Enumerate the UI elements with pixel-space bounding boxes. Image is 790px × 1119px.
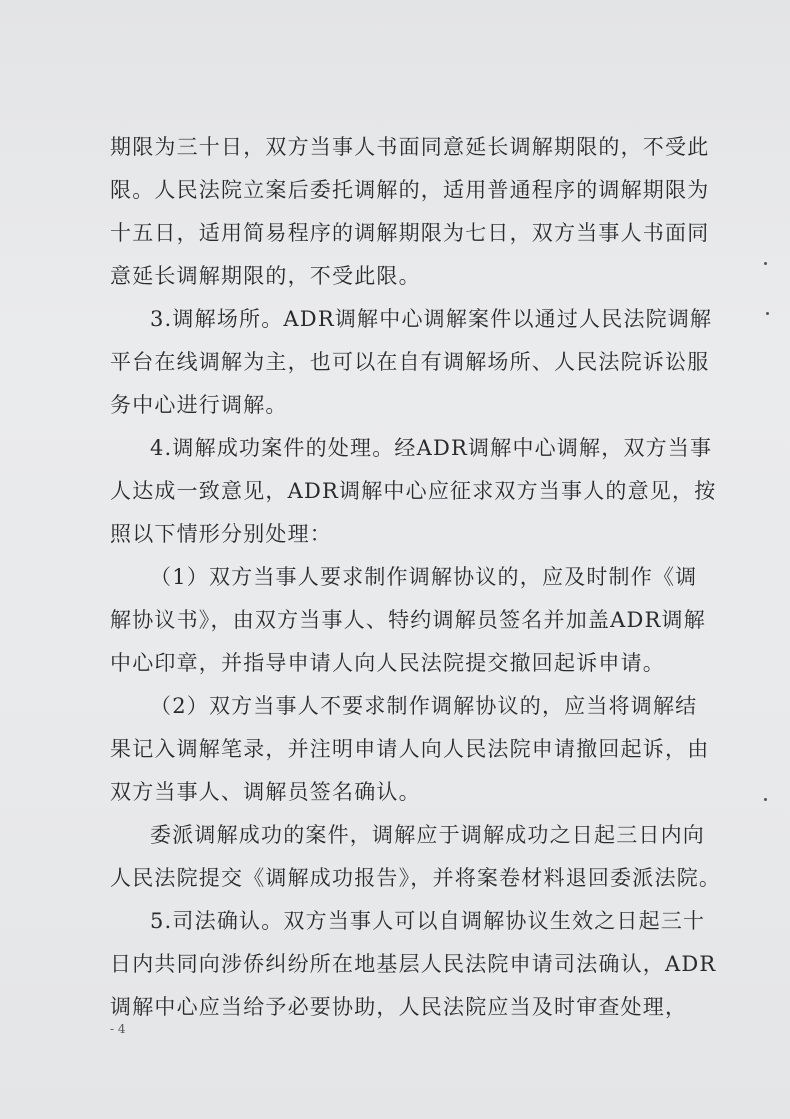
section-heading-judicial: 5.司法确认。双方当事人可以自调解协议生效之日起三十 <box>150 909 706 933</box>
text-line: 务中心进行调解。 <box>110 393 288 417</box>
text-line: 人民法院提交《调解成功报告》，并将案卷材料退回委派法院。 <box>110 866 722 890</box>
text-line: 限。人民法院立案后委托调解的，适用普通程序的调解期限为 <box>110 178 710 202</box>
text-line: 调解中心应当给予必要协助，人民法院应当及时审查处理， <box>110 995 688 1019</box>
scan-speck <box>764 798 767 801</box>
item-2: （2）双方当事人不要求制作调解协议的，应当将调解结 <box>150 694 698 718</box>
text-line: 意延长调解期限的，不受此限。 <box>110 264 421 288</box>
text-line: 人达成一致意见，ADR调解中心应征求双方当事人的意见，按 <box>110 479 717 503</box>
text-line: 期限为三十日，双方当事人书面同意延长调解期限的，不受此 <box>110 135 710 159</box>
scan-speck <box>766 312 769 315</box>
scan-speck <box>764 262 767 265</box>
text-line: 平台在线调解为主，也可以在自有调解场所、人民法院诉讼服 <box>110 350 710 374</box>
text-line: 解协议书》，由双方当事人、特约调解员签名并加盖ADR调解 <box>110 608 706 632</box>
item-1: （1）双方当事人要求制作调解协议的，应及时制作《调 <box>150 565 698 589</box>
text-line: 日内共同向涉侨纠纷所在地基层人民法院申请司法确认，ADR <box>110 952 717 976</box>
page-number: - 4 <box>110 1022 126 1036</box>
section-heading-success: 4.调解成功案件的处理。经ADR调解中心调解，双方当事 <box>150 436 713 460</box>
text-line: 十五日，适用简易程序的调解期限为七日，双方当事人书面同 <box>110 221 710 245</box>
text-line: 中心印章，并指导申请人向人民法院提交撤回起诉申请。 <box>110 651 665 675</box>
paragraph-commissioned: 委派调解成功的案件，调解应于调解成功之日起三日内向 <box>150 823 705 847</box>
text-line: 双方当事人、调解员签名确认。 <box>110 780 421 804</box>
text-line: 照以下情形分别处理： <box>110 522 332 546</box>
text-line: 果记入调解笔录，并注明申请人向人民法院申请撤回起诉，由 <box>110 737 710 761</box>
section-heading-venue: 3.调解场所。ADR调解中心调解案件以通过人民法院调解 <box>150 307 713 331</box>
